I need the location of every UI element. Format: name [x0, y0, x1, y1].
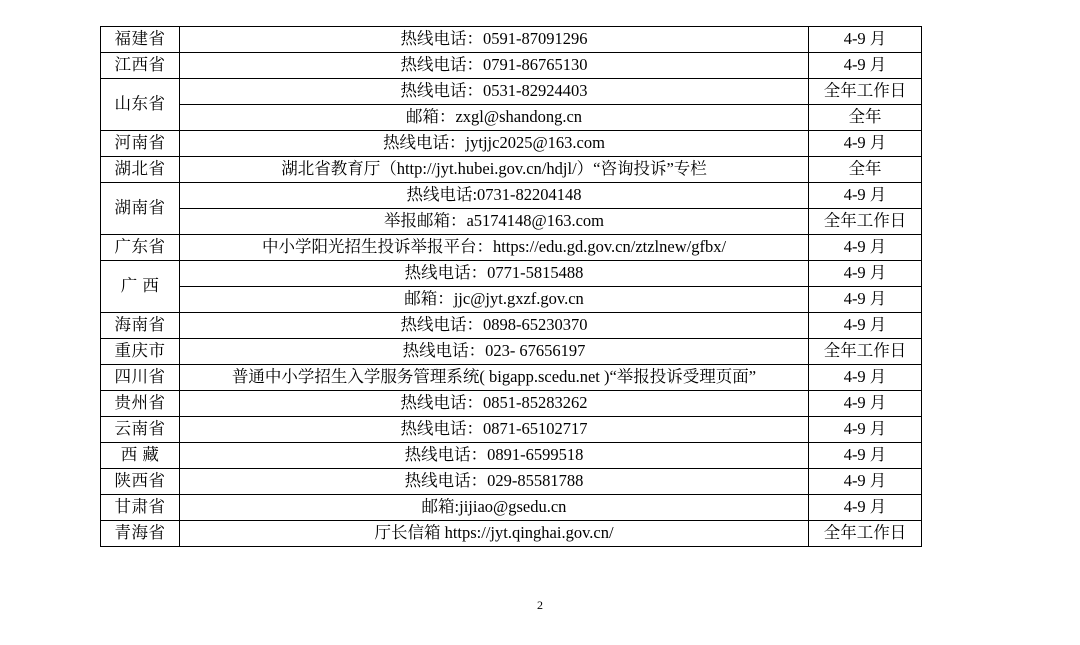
period-cell — [809, 365, 922, 391]
table-row — [101, 27, 922, 53]
period-cell — [809, 131, 922, 157]
period-text: 全年工作日 — [823, 523, 907, 543]
table-row — [101, 469, 922, 495]
province-label: 山东省 — [114, 94, 166, 114]
province-cell — [101, 469, 180, 495]
period-text: 4-9 月 — [843, 29, 887, 49]
channel-text: 厅长信箱 https://jyt.qinghai.gov.cn/ — [374, 523, 614, 543]
table-row — [101, 183, 922, 209]
table-row — [101, 157, 922, 183]
table-row — [101, 521, 922, 547]
table-row — [101, 495, 922, 521]
channel-cell — [180, 287, 809, 313]
province-label: 湖北省 — [114, 159, 166, 179]
province-label: 四川省 — [114, 367, 166, 387]
period-cell — [809, 391, 922, 417]
period-cell — [809, 521, 922, 547]
channel-text: 热线电话：0531-82924403 — [400, 81, 588, 101]
period-text: 4-9 月 — [843, 315, 887, 335]
channel-cell — [180, 417, 809, 443]
period-text: 全年工作日 — [823, 341, 907, 361]
period-text: 4-9 月 — [843, 471, 887, 491]
province-label: 江西省 — [114, 55, 166, 75]
period-cell — [809, 469, 922, 495]
channel-text: 举报邮箱：a5174148@163.com — [383, 211, 605, 231]
province-cell — [101, 27, 180, 53]
province-cell — [101, 365, 180, 391]
province-cell — [101, 157, 180, 183]
province-cell — [101, 313, 180, 339]
channel-text: 热线电话：029-85581788 — [404, 471, 584, 491]
channel-text: 邮箱：jjc@jyt.gxzf.gov.cn — [404, 289, 584, 309]
province-label: 河南省 — [114, 133, 166, 153]
period-cell — [809, 261, 922, 287]
channel-cell — [180, 79, 809, 105]
period-text: 4-9 月 — [843, 419, 887, 439]
channel-cell — [180, 339, 809, 365]
period-text: 4-9 月 — [843, 185, 887, 205]
channel-cell — [180, 365, 809, 391]
province-cell — [101, 261, 180, 313]
province-cell — [101, 79, 180, 131]
channel-text: 热线电话：0891-6599518 — [404, 445, 584, 465]
period-cell — [809, 27, 922, 53]
table-row — [101, 261, 922, 287]
channel-cell — [180, 495, 809, 521]
channel-cell — [180, 521, 809, 547]
province-label: 云南省 — [114, 419, 166, 439]
province-cell — [101, 53, 180, 79]
channel-text: 邮箱：zxgl@shandong.cn — [405, 107, 583, 127]
channel-cell — [180, 313, 809, 339]
province-cell — [101, 183, 180, 235]
table-row — [101, 209, 922, 235]
table-row — [101, 79, 922, 105]
channel-text: 热线电话：0871-65102717 — [400, 419, 588, 439]
period-text: 4-9 月 — [843, 445, 887, 465]
province-cell — [101, 417, 180, 443]
table-row — [101, 287, 922, 313]
province-cell — [101, 495, 180, 521]
period-text: 4-9 月 — [843, 237, 887, 257]
table-row — [101, 105, 922, 131]
channel-text: 热线电话：0791-86765130 — [400, 55, 588, 75]
table-row — [101, 365, 922, 391]
table-row — [101, 235, 922, 261]
table-row — [101, 339, 922, 365]
channel-text: 热线电话:0731-82204148 — [406, 185, 582, 205]
period-text: 4-9 月 — [843, 367, 887, 387]
channel-cell — [180, 183, 809, 209]
province-cell — [101, 339, 180, 365]
channel-cell — [180, 261, 809, 287]
province-cell — [101, 235, 180, 261]
channel-text: 湖北省教育厅（http://jyt.hubei.gov.cn/hdjl/）“咨询投诉”专栏 — [281, 159, 707, 179]
period-cell — [809, 209, 922, 235]
channel-text: 邮箱:jijiao@gsedu.cn — [421, 497, 567, 517]
province-label: 湖南省 — [114, 198, 166, 218]
channel-cell — [180, 443, 809, 469]
period-cell — [809, 235, 922, 261]
channel-text: 热线电话：jytjjc2025@163.com — [383, 133, 605, 153]
period-text: 4-9 月 — [843, 497, 887, 517]
province-label: 广东省 — [114, 237, 166, 257]
province-label: 重庆市 — [114, 341, 166, 361]
period-text: 4-9 月 — [843, 289, 887, 309]
channel-text: 热线电话：0851-85283262 — [400, 393, 588, 413]
period-text: 4-9 月 — [843, 133, 887, 153]
period-cell — [809, 53, 922, 79]
channel-text: 热线电话：0591-87091296 — [400, 29, 588, 49]
channel-cell — [180, 157, 809, 183]
period-cell — [809, 287, 922, 313]
table-row — [101, 53, 922, 79]
province-label: 陕西省 — [114, 471, 166, 491]
period-cell — [809, 339, 922, 365]
channel-cell — [180, 391, 809, 417]
table-row — [101, 443, 922, 469]
province-cell — [101, 131, 180, 157]
province-label: 福建省 — [114, 29, 166, 49]
channel-cell — [180, 53, 809, 79]
page-number: 2 — [537, 598, 543, 612]
province-label: 广 西 — [120, 276, 160, 296]
period-text: 全年工作日 — [823, 81, 907, 101]
channel-cell — [180, 235, 809, 261]
channel-cell — [180, 469, 809, 495]
province-label: 西 藏 — [120, 445, 160, 465]
period-cell — [809, 417, 922, 443]
table-body — [101, 27, 922, 547]
period-text: 全年 — [848, 159, 882, 179]
complaint-channels-table — [100, 26, 922, 547]
province-label: 海南省 — [114, 315, 166, 335]
channel-text: 热线电话：0898-65230370 — [400, 315, 588, 335]
period-text: 全年 — [848, 107, 882, 127]
period-text: 4-9 月 — [843, 55, 887, 75]
province-label: 青海省 — [114, 523, 166, 543]
table-row — [101, 313, 922, 339]
table-row — [101, 391, 922, 417]
province-cell — [101, 443, 180, 469]
channel-cell — [180, 27, 809, 53]
period-cell — [809, 313, 922, 339]
province-cell — [101, 391, 180, 417]
channel-text: 中小学阳光招生投诉举报平台：https://edu.gd.gov.cn/ztzlnew/gfbx/ — [261, 237, 727, 257]
province-label: 贵州省 — [114, 393, 166, 413]
table-row — [101, 417, 922, 443]
table-row — [101, 131, 922, 157]
period-text: 4-9 月 — [843, 393, 887, 413]
period-cell — [809, 443, 922, 469]
province-cell — [101, 521, 180, 547]
period-cell — [809, 79, 922, 105]
channel-text: 热线电话：023- 67656197 — [402, 341, 586, 361]
period-cell — [809, 183, 922, 209]
period-cell — [809, 105, 922, 131]
period-cell — [809, 495, 922, 521]
channel-text: 热线电话：0771-5815488 — [404, 263, 584, 283]
period-cell — [809, 157, 922, 183]
province-label: 甘肃省 — [114, 497, 166, 517]
period-text: 4-9 月 — [843, 263, 887, 283]
period-text: 全年工作日 — [823, 211, 907, 231]
channel-cell — [180, 105, 809, 131]
channel-cell — [180, 131, 809, 157]
channel-cell — [180, 209, 809, 235]
channel-text: 普通中小学招生入学服务管理系统( bigapp.scedu.net )“举报投诉受理页面” — [231, 367, 757, 387]
